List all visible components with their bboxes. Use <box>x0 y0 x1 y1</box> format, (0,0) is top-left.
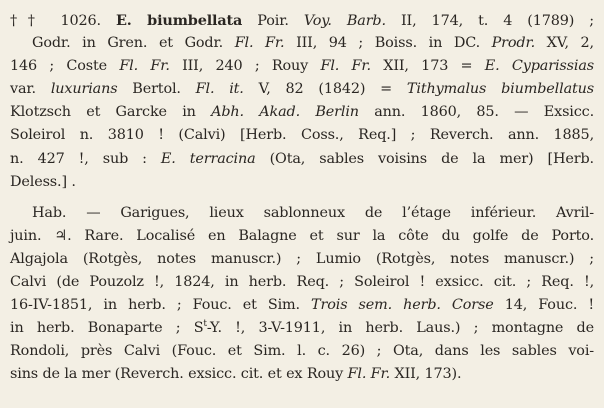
text-run: V, 82 (1842) = <box>243 81 407 98</box>
text-run: 146 ; Coste <box>10 58 120 75</box>
text-run: (Ota, sables voisins de la mer) [Herb. <box>255 150 594 167</box>
text-line <box>10 32 594 55</box>
text-line <box>10 340 594 363</box>
text-run: Bertol. <box>117 81 196 98</box>
italic-text: Abh. Akad. Berlin <box>211 104 359 121</box>
italic-text: Prodr. <box>491 35 536 52</box>
text-run: Rondoli, près Calvi (Fouc. et Sim. l. c. 26) ; Ota, dans les sables voi- <box>10 343 594 360</box>
italic-text: Fl. Fr. <box>119 58 170 75</box>
text-line <box>10 101 594 124</box>
text-run: II, 174, t. 4 (1789) ; <box>385 13 595 29</box>
text-run: XII, 173). <box>390 366 462 383</box>
text-run: XV, 2, <box>535 35 594 52</box>
italic-text: Voy. Barb. <box>303 13 386 29</box>
text-run: Deless.] . <box>10 173 76 190</box>
text-line <box>10 317 594 340</box>
text-run: III, 240 ; Rouy <box>169 58 321 75</box>
text-run: Calvi (de Pouzolz !, 1824, in herb. Req. ; Soleirol ! exsicc. cit. ; Req. !, <box>10 274 594 291</box>
text-run: Klotzsch et Garcke in <box>10 104 212 121</box>
text-run: n. 427 !, sub : <box>10 150 161 167</box>
text-line <box>10 271 594 294</box>
text-run: Algajola (Rotgès, notes manuscr.) ; Lumio (Rotgès, notes manuscr.) ; <box>10 250 594 267</box>
text-line <box>10 171 594 194</box>
text-run: Godr. in Gren. et Godr. <box>32 35 235 52</box>
species-name: E. biumbellata <box>115 12 243 29</box>
text-run: sins de la mer (Reverch. exsicc. cit. et ex Rouy <box>10 366 348 383</box>
text-line <box>10 78 594 101</box>
text-run: in herb. Bonaparte ; S <box>10 320 204 337</box>
italic-text: Fl. Fr. <box>234 35 285 52</box>
text-line <box>10 248 594 271</box>
italic-text: Fl. Fr. <box>347 366 391 383</box>
italic-text: E. terracina <box>160 150 256 167</box>
text-run: 14, Fouc. ! <box>493 297 594 314</box>
habitat-paragraph <box>10 202 594 387</box>
italic-text: Tithymalus biumbellatus <box>406 81 594 98</box>
text-line <box>10 124 594 147</box>
text-run: Hab. — Garigues, lieux sablonneux de l’étage inférieur. Avril- <box>32 204 594 221</box>
text-run: Poir. <box>242 13 304 29</box>
text-line <box>10 55 594 78</box>
text-run: juin. ♃. Rare. Localisé en Balagne et sur la côte du golfe de Porto. <box>10 227 594 244</box>
text-run: XII, 173 = <box>370 58 485 75</box>
text-run: †† 1026. <box>10 13 116 29</box>
text-run: var. <box>10 81 51 98</box>
italic-text: Fl. it. <box>195 81 244 98</box>
text-run: III, 94 ; Boiss. in DC. <box>284 35 492 52</box>
text-line <box>10 9 594 32</box>
text-run: ann. 1860, 85. — Exsicc. <box>358 104 595 121</box>
text-run: -Y. !, 3-V-1911, in herb. Laus.) ; montagne de <box>206 320 594 337</box>
italic-text: luxurians <box>50 81 118 98</box>
italic-text: Fl. Fr. <box>320 58 371 75</box>
text-run: 16-IV-1851, in herb. ; Fouc. et Sim. <box>10 297 312 314</box>
text-line <box>10 202 594 225</box>
italic-text: Trois sem. herb. Corse <box>311 297 494 314</box>
text-run: t <box>203 319 207 330</box>
text-run: Soleirol n. 3810 ! (Calvi) [Herb. Coss., Req.] ; Reverch. ann. 1885, <box>10 127 594 144</box>
text-line <box>10 225 594 248</box>
text-line <box>10 148 594 171</box>
text-line <box>10 294 594 317</box>
text-line <box>10 363 594 386</box>
italic-text: E. Cyparissias <box>484 58 594 75</box>
species-entry <box>10 9 594 194</box>
